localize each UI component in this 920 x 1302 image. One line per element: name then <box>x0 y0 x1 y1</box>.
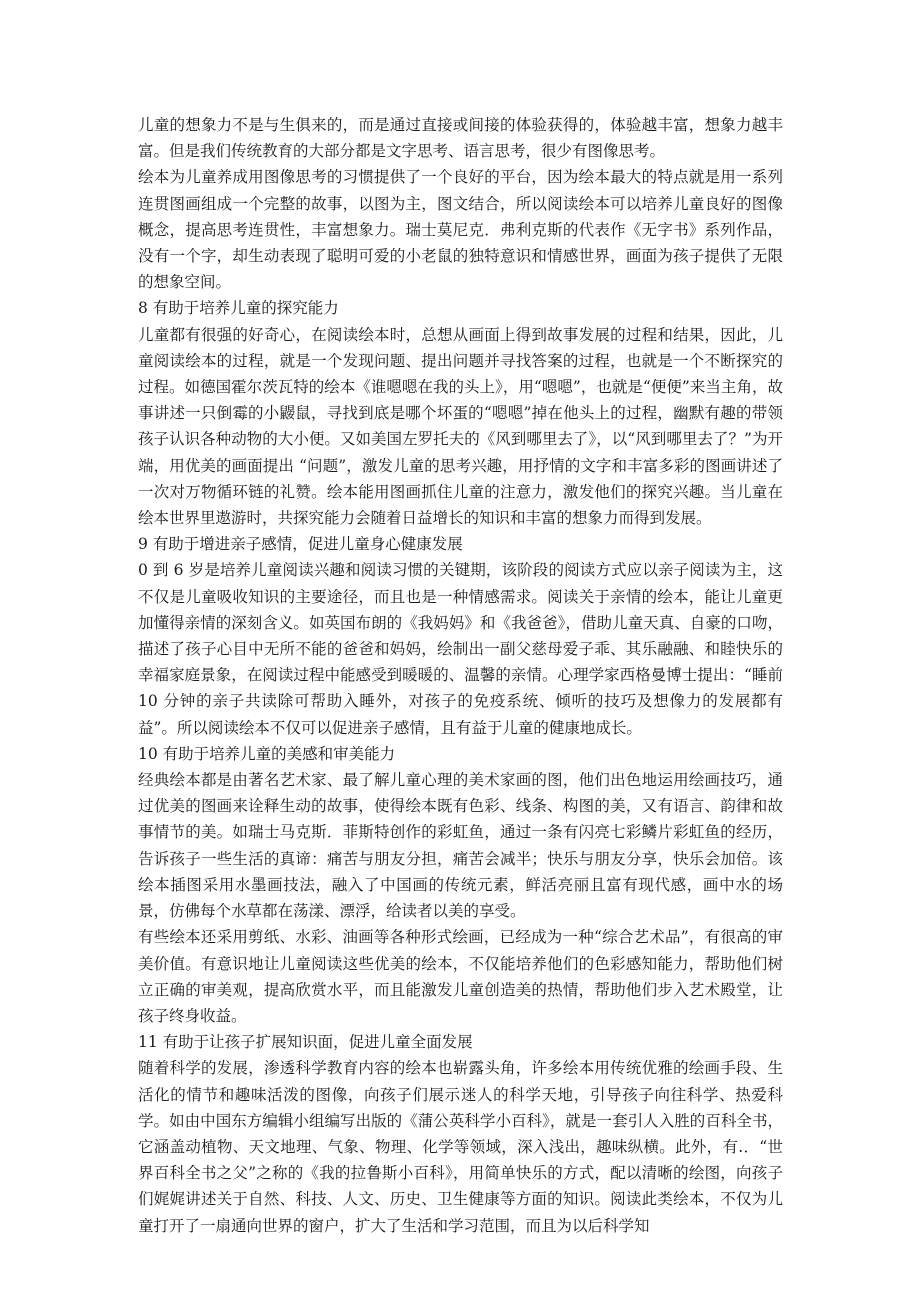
section-heading-8: 8 有助于培养儿童的探究能力 <box>138 299 339 318</box>
section-heading-11: 11 有助于让孩子扩展知识面，促进儿童全面发展 <box>138 1033 473 1052</box>
paragraph-exploration: 儿童都有很强的好奇心，在阅读绘本时，总想从画面上得到故事发展的过程和结果，因此，儿童阅读绘本的过程，就是一个发现问题、提出问题并寻找答案的过程，也就是一个不断探究的过程。如德国霍尔茨瓦特的绘本《谁嗯嗯在我的头上》，用“嗯嗯”，也就是“便便”来当主角，故事讲述一只倒霉的小鼹鼠，寻找到底是哪个坏蛋的“嗯嗯”掉在他头上的过程，幽默有趣的带领孩子认识各种动物的大小便。又如美国左罗托夫的《风到哪里去了》，以“风到哪里去了？”为开端，用优美的画面提出 “问题”，激发儿童的思考兴趣，用抒情的文字和丰富多彩的图画讲述了一次对万物循环链的礼赞。绘本能用图画抓住儿童的注意力，激发他们的探究兴趣。当儿童在绘本世界里遨游时，共探究能力会随着日益增长的知识和丰富的想象力而得到发展。 <box>138 325 783 528</box>
paragraph-imagination: 儿童的想象力不是与生俱来的，而是通过直接或间接的体验获得的，体验越丰富，想象力越丰富。但是我们传统教育的大部分都是文字思考、语言思考，很少有图像思考。 <box>138 116 783 161</box>
paragraph-parent-child: 0 到 6 岁是培养儿童阅读兴趣和阅读习惯的关键期，该阶段的阅读方式应以亲子阅读为主，这不仅是儿童吸收知识的主要途径，而且也是一种情感需求。阅读关于亲情的绘本，能让儿童更加懂得亲情的深刻含义。如英国布朗的《我妈妈》和《我爸爸》，借助儿童天真、自豪的口吻，描述了孩子心目中无所不能的爸爸和妈妈，绘制出一副父慈母爱子乖、其乐融融、和睦快乐的幸福家庭景象，在阅读过程中能感受到暖暖的、温馨的亲情。心理学家西格曼博士提出：“睡前 10 分钟的亲子共读除可帮助入睡外，对孩子的免疫系统、倾听的技巧及想像力的发展都有益”。所以阅读绘本不仅可以促进亲子感情，且有益于儿童的健康地成长。 <box>138 561 783 737</box>
paragraph-aesthetics: 经典绘本都是由著名艺术家、最了解儿童心理的美术家画的图，他们出色地运用绘画技巧，通过优美的图画来诠释生动的故事，使得绘本既有色彩、线条、构图的美，又有语言、韵律和故事情节的美。如瑞士马克斯．菲斯特创作的彩虹鱼，通过一条有闪亮七彩鳞片彩虹鱼的经历，告诉孩子一些生活的真谛：痛苦与朋友分担，痛苦会减半；快乐与朋友分享，快乐会加倍。该绘本插图采用水墨画技法，融入了中国画的传统元素，鲜活亮丽且富有现代感，画中水的场景，仿佛每个水草都在荡漾、漂浮，给读者以美的享受。 <box>138 771 783 921</box>
paragraph-art-forms: 有些绘本还采用剪纸、水彩、油画等各种形式绘画，已经成为一种“综合艺术品”，有很高的审美价值。有意识地让儿童阅读这些优美的绘本，不仅能培养他们的色彩感知能力，帮助他们树立正确的审美观，提高欣赏水平，而且能激发儿童创造美的热情，帮助他们步入艺术殿堂，让孩子终身收益。 <box>138 928 783 1025</box>
paragraph-picture-thinking: 绘本为儿童养成用图像思考的习惯提供了一个良好的平台，因为绘本最大的特点就是用一系列连贯图画组成一个完整的故事，以图为主，图文结合，所以阅读绘本可以培养儿童良好的图像概念，提高思考连贯性，丰富想象力。瑞士莫尼克．弗利克斯的代表作《无字书》系列作品，没有一个字，却生动表现了聪明可爱的小老鼠的独特意识和情感世界，画面为孩子提供了无限的想象空间。 <box>138 168 783 292</box>
section-heading-10: 10 有助于培养儿童的美感和审美能力 <box>138 744 396 763</box>
section-heading-9: 9 有助于增进亲子感情，促进儿童身心健康发展 <box>138 535 463 554</box>
document-page <box>138 112 783 1239</box>
paragraph-science: 随着科学的发展，渗透科学教育内容的绘本也崭露头角，许多绘本用传统优雅的绘画手段、生活化的情节和趣味活泼的图像，向孩子们展示迷人的科学天地，引导孩子向往科学、热爱科学。如由中国东方编辑小组编写出版的《蒲公英科学小百科》，就是一套引人入胜的百科全书，它涵盖动植物、天文地理、气象、物理、化学等领域，深入浅出，趣味纵横。此外，有.．“世界百科全书之父”之称的《我的拉鲁斯小百科》，用简单快乐的方式，配以清晰的绘图，向孩子们娓娓讲述关于自然、科技、人文、历史、卫生健康等方面的知识。阅读此类绘本，不仅为儿童打开了一扇通向世界的窗户，扩大了生活和学习范围，而且为以后科学知 <box>138 1059 783 1235</box>
